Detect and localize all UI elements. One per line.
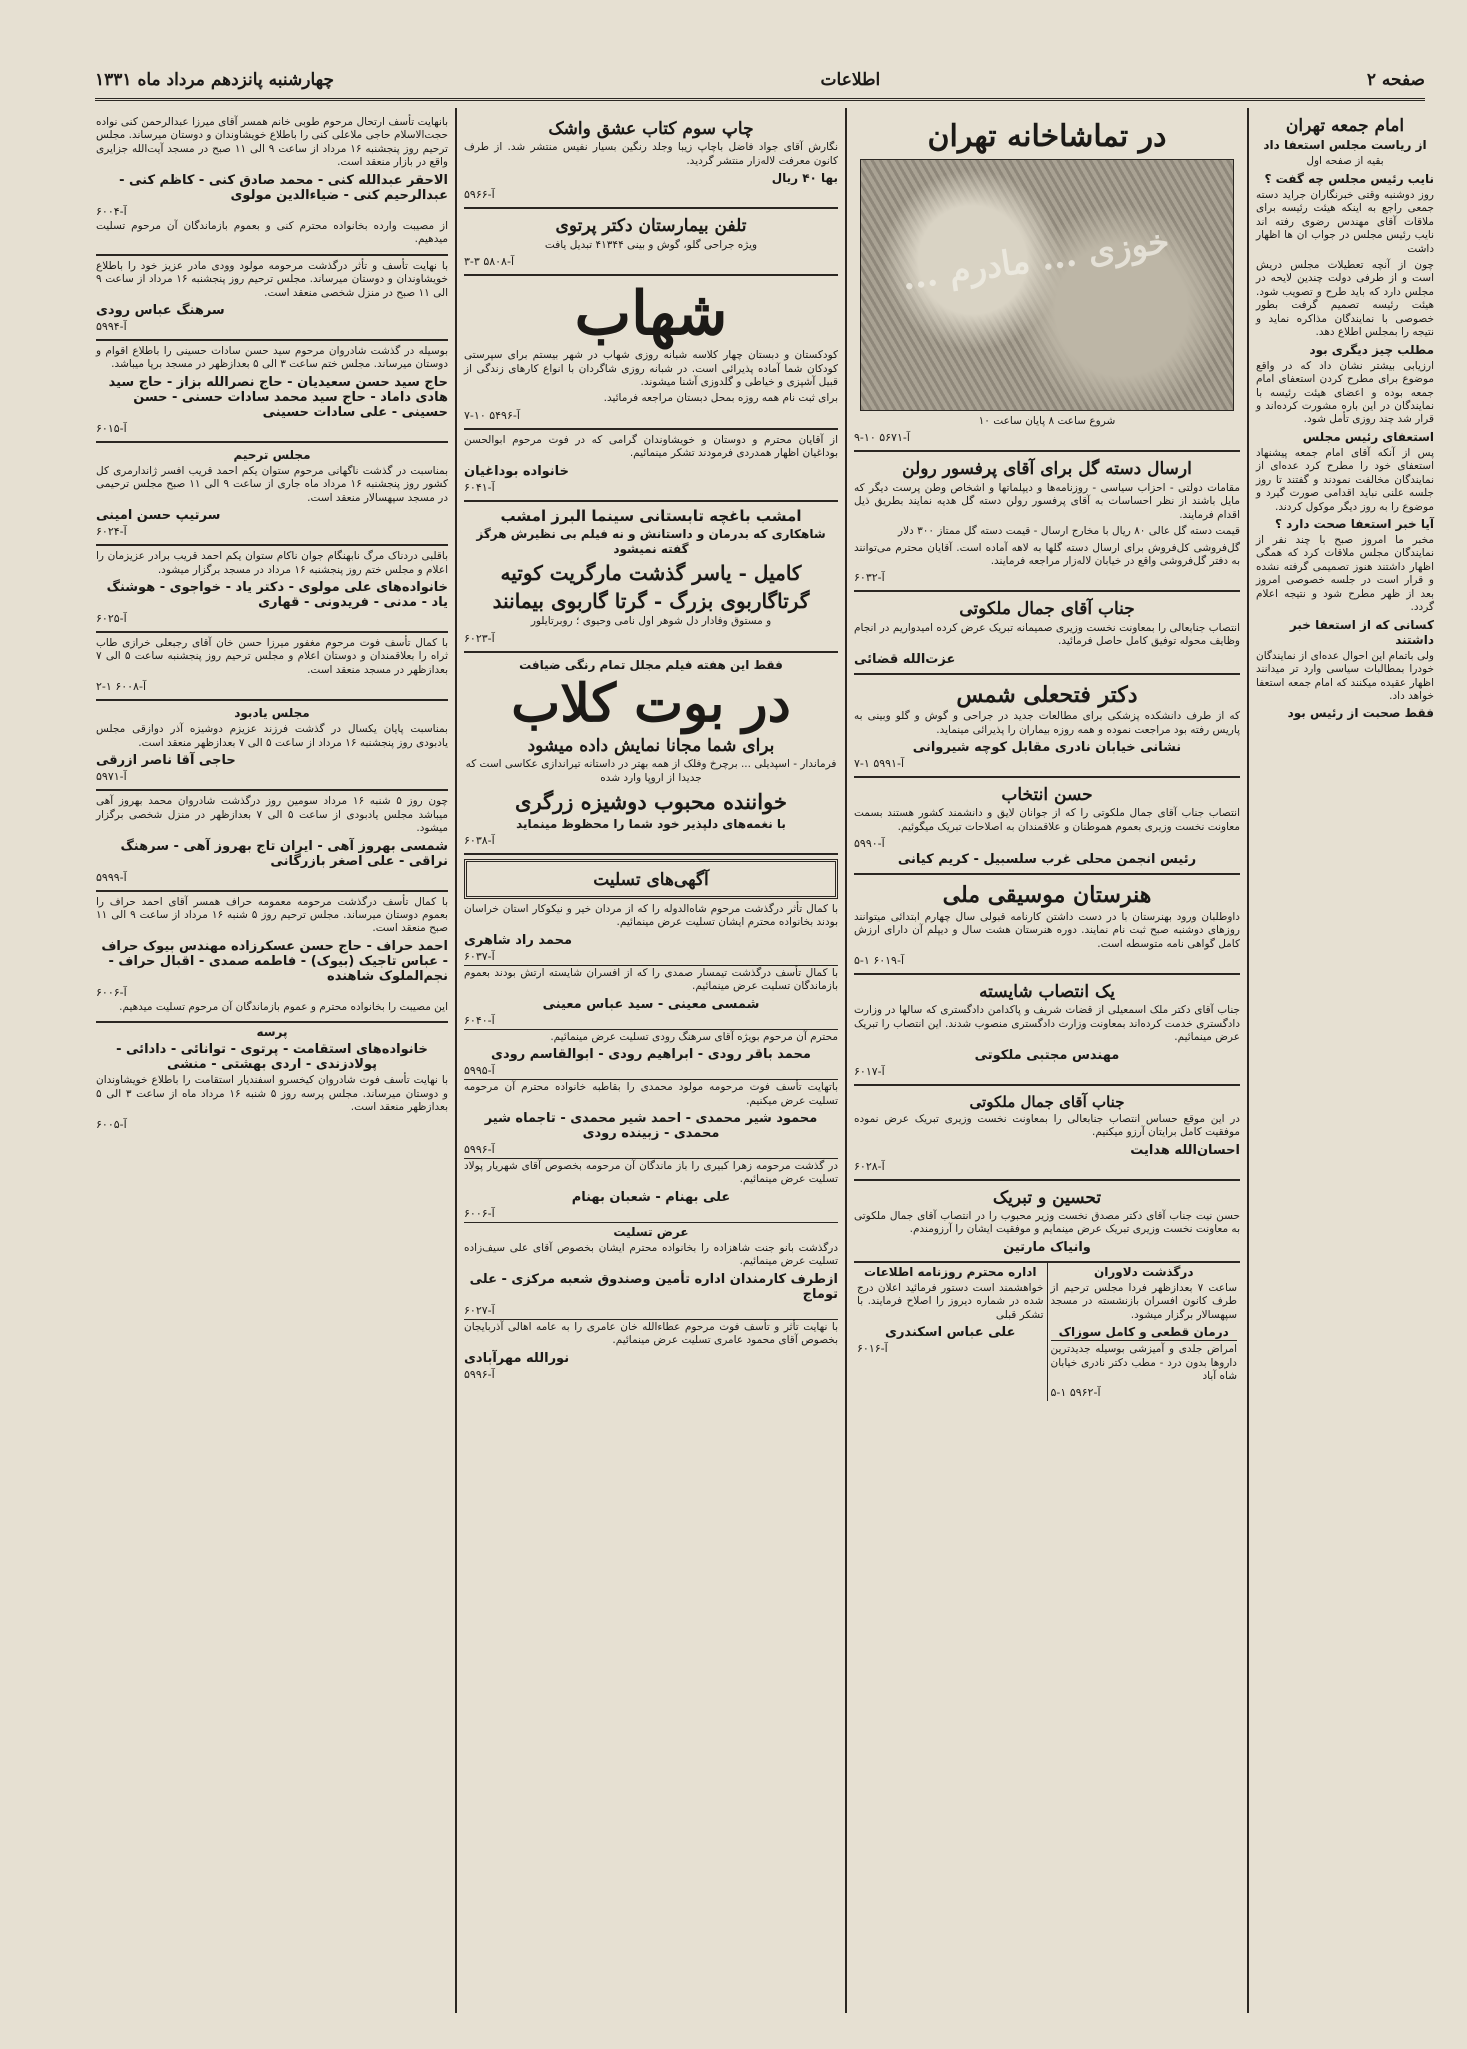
section-heading: مطلب چیز دیگری بود xyxy=(1309,342,1434,357)
ad-text: مقامات دولتی - احزاب سیاسی - روزنامه‌ها و دیپلماتها و اشخاص وطن پرست دیگر که مایل باشند از نظر احساسات به آقای پرفسور رولن دسته گل هدیه نمایند بطریق ذیل اقدام فرمایند. xyxy=(854,481,1240,521)
ad-signature: محمد راد شاهری xyxy=(464,932,572,948)
section-heading: فقط صحبت از رئیس بود xyxy=(1287,706,1434,721)
ad-text: خواهشمند است دستور فرمائید اعلان درج شده در شماره دیروز را اصلاح فرمایند. با تشکر قبلی xyxy=(857,1281,1044,1321)
ad-code: آ-۶۰۰۶ xyxy=(464,1206,495,1220)
condolence-section xyxy=(464,859,838,899)
ad-text: و مستوق وفادار دل شوهر اول نامی وحیوی ؛ روبرتایلور xyxy=(530,615,772,628)
ad-code: آ-۵۹۹۰ xyxy=(854,837,885,851)
ad-code: آ-۵۹۹۶ xyxy=(464,1367,495,1381)
ad-heading: یک انتصاب شایسته xyxy=(979,981,1115,1002)
ad-code: آ-۶۰۱۹ ۱-۵ xyxy=(854,953,904,967)
ad-signature: حاج سید حسن سعیدیان - حاج نصرالله بزاز - حاج سید هادی داماد - حاج سید محمد سادات حسنی - حسن حسینی - علی سادات حسینی xyxy=(108,374,448,420)
ad-heading: درگذشت دلاوران xyxy=(1094,1264,1194,1279)
ad-text: فرماندار - اسپدیلی ... برچرخ وفلک از همه بهتر در داستانه تیراندازی عکاسی است که جدیدا از اروپا وارد شده xyxy=(465,758,837,784)
ad-heading: جناب آقای جمال ملکوتی xyxy=(969,1092,1125,1111)
ad-text: از آقایان محترم و دوستان و خویشاوندان گرامی که در فوت مرحوم ابوالحسن بوداغیان اظهار همدردی فرمودند تشکر مینمائیم. xyxy=(464,433,838,460)
ad-heading: حسن انتخاب xyxy=(1001,784,1093,805)
ad-signature: حاجی آقا ناصر ازرقی xyxy=(96,753,236,769)
ad-signature: خانواده‌های استقامت - پرتوی - توانائی - دادائی - پولادزندی - اردی بهشتی - منشی xyxy=(116,1042,428,1073)
theater-title: در تماشاخانه تهران xyxy=(927,119,1167,154)
ad-code: آ-۶۰۴۰ xyxy=(464,1013,495,1027)
ad-code: آ-۵۹۹۶ xyxy=(464,1143,495,1156)
ad-heading: تحسین و تبریک xyxy=(992,1187,1102,1208)
page-number: صفحه ۲ xyxy=(1366,70,1425,90)
ad-signature: سرهنگ عباس رودی xyxy=(96,302,225,318)
ad-code: آ-۶۰۲۳ xyxy=(464,631,495,645)
theater-photo xyxy=(860,159,1234,411)
section-heading: مجلس ترحیم xyxy=(233,447,311,462)
column-rule xyxy=(845,108,847,2013)
ad-heading: دکتر فتحعلی شمس xyxy=(956,681,1138,708)
ad-text: درگذشت بانو جنت شاهزاده را بخانواده محترم ایشان بخصوص آقای علی سیف‌زاده تسلیت عرض مینمائیم. xyxy=(464,1241,838,1268)
ad-heading: اداره محترم روزنامه اطلاعات xyxy=(864,1264,1037,1279)
club-title: در بوت کلاب xyxy=(511,672,791,734)
paper-name: اطلاعات xyxy=(820,70,881,90)
section-heading: نایب رئیس مجلس چه گفت ؟ xyxy=(1264,171,1434,186)
article-text: ارزیابی بیشتر نشان داد که در واقع موضوع برای مطرح کردن استعفای امام جمعه بوده و اعضای هیئت رئیسه با نمایندگان در این باره مشورت کرده‌اند و قرار شد چند روزی تأمل شود. xyxy=(1256,359,1434,426)
masthead xyxy=(95,62,1425,101)
section-heading: استعفای رئیس مجلس xyxy=(1302,429,1434,444)
article-text: ولی باتمام این احوال عده‌ای از نمایندگان خودرا بمطالبات سیاسی وارد تر میدانند اظهار عقیده میکنند که امام جمعه استعفا خواهد داد. xyxy=(1256,649,1434,702)
show-times: شروع ساعت ۸ پایان ساعت ۱۰ xyxy=(978,415,1116,427)
ad-code: آ-۶۰۴۱ xyxy=(464,480,495,494)
issue-date: چهارشنبه پانزدهم مرداد ماه ۱۳۳۱ xyxy=(95,70,334,90)
ad-text: با کمال تأسف درگذشت تیمسار صمدی را که از افسران شایسته ارتش بودند بعموم بازماندگان تسلیت عرض مینمائیم. xyxy=(464,966,838,993)
ad-code: آ-۵۴۹۶ ۱۰-۷ xyxy=(464,408,520,422)
singer-name: خواننده محبوب دوشیزه زرگری xyxy=(515,789,787,815)
ad-code: آ-۵۹۶۲ ۱-۵ xyxy=(1050,1386,1101,1400)
shahab-logo: شهاب xyxy=(574,279,728,350)
ad-text: از مصیبت وارده بخانواده محترم کنی و بعموم بازماندگان آن مرحوم تسلیت میدهیم. xyxy=(96,219,448,246)
ad-text: ساعت ۷ بعدازظهر فردا مجلس ترحیم از طرف کانون افسران بازنشسته در مسجد سپهسالار برگزار میشود. xyxy=(1050,1281,1237,1321)
ad-code: آ-۶۰۲۸ xyxy=(854,1159,885,1173)
ad-text: انتصاب جنابعالی را بمعاونت نخست وزیری صمیمانه تبریک عرض کرده امیدواریم در انجام وظایف محوله توفیق کامل حاصل فرمائید. xyxy=(854,621,1240,648)
ad-text: بمناسبت پایان یکسال در گذشت فرزند عزیزم دوشیزه آذر دوازقی مجلس یادبودی روز پنجشنبه ۱۶ مرداد از ساعت ۵ الی ۷ بعدازظهر منعقد است. xyxy=(96,723,448,749)
ad-signature: ازطرف کارمندان اداره تأمین وصندوق شعبه مرکزی - علی توماج xyxy=(469,1271,838,1302)
ad-signature: محمود شیر محمدی - احمد شیر محمدی - تاجماه شیر محمدی - زبینده رودی xyxy=(484,1111,818,1141)
ad-heading: چاپ سوم کتاب عشق واشک xyxy=(548,119,754,139)
article-subtitle: از ریاست مجلس استعفا داد xyxy=(1263,138,1427,153)
column-rule xyxy=(1247,108,1249,2013)
section-heading: آیا خبر استعفا صحت دارد ؟ xyxy=(1275,517,1434,532)
article-title: امام جمعه تهران xyxy=(1285,116,1405,136)
ad-text: محترم آن مرحوم بویژه آقای سرهنگ رودی تسلیت عرض مینمائیم. xyxy=(550,1030,838,1043)
ad-code: آ-۶۰۰۸ ۱-۲ xyxy=(96,680,146,694)
ad-text: کودکستان و دبستان چهار کلاسه شبانه روزی شهاب در شهر بیستم برای سپرستی کودکان شما آماده پذیرائی است. در شبانه روزی شاگردان با انواع کارهای زندگی از قبیل آشپزی و خیاطی و گلدوزی آشنا میشوند. xyxy=(464,349,838,388)
ad-code: آ-۶۰۲۷ xyxy=(464,1303,495,1317)
ad-signature: محمد باقر رودی - ابراهیم رودی - ابوالقاسم رودی xyxy=(491,1047,811,1063)
ad-text: با نغمه‌های دلپذیر خود شما را محظوظ مینماید xyxy=(516,816,786,831)
ad-signature: نورالله مهرآبادی xyxy=(464,1350,570,1366)
ad-address: نشانی خیابان نادری مقابل کوچه شیروانی xyxy=(912,739,1182,755)
section-heading: کسانی که از استعفا خبر داشتند xyxy=(1289,617,1434,647)
ad-text: بانهایت تأسف ارتحال مرحوم طوبی خانم همسر آقای میرزا عبدالرحمن کنی نواده حجت‌الاسلام حاجی ملاعلی کنی را باطلاع خویشاوندان و دوستان میرساند. مجلس ترحیم روز پنجشنبه ۱۶ مرداد از ساعت ۹ الی ۱۱ صبح در مسجد آیت‌الله جزایری واقع در بازار منعقد است. xyxy=(96,116,448,169)
photo-overlay-text: خوزی ... مادرم ... xyxy=(899,221,1172,299)
film-note: فقط این هفته فیلم مجلل تمام رنگی ضیافت xyxy=(519,657,783,672)
column-ads-cinema xyxy=(458,108,844,2018)
cinema-header: امشب باغچه تابستانی سینما البرز امشب xyxy=(500,506,802,525)
ad-code: آ-۵۹۷۱ xyxy=(96,770,127,784)
ad-text: با نهایت تأسف و تأثر درگذشت مرحومه مولود وودی مادر عزیز خود را باطلاع خویشاوندان و دوستان میرساند. مجلس ترحیم روز پنجشنبه ۱۶ مرداد از ساعت ۹ الی ۱۱ صبح در منزل شخصی منعقد است. xyxy=(96,259,448,299)
ad-signature: خانواده بوداغیان xyxy=(464,463,569,479)
ad-code: آ-۶۰۰۵ xyxy=(96,1117,127,1131)
ad-heading: تلفن بیمارستان دکتر پرتوی xyxy=(555,216,747,237)
ad-code: آ-۵۹۶۶ xyxy=(464,188,495,202)
ad-code: آ-۵۹۹۱ ۱-۷ xyxy=(854,756,904,770)
ad-text: باتهایت تأسف فوت مرحومه مولود محمدی را بقاطبه خانواده محترم آن مرحومه تسلیت عرض میکنیم. xyxy=(464,1081,838,1107)
article-text: روز دوشنبه وقتی خبرنگاران جراید دسته جمعی راجع به اینکه هیئت رئیسه برای ملاقات آقای مهندس رضوی رفته اند نایب رئیس مجلس در جواب ان ها اظهار داشت xyxy=(1256,188,1434,255)
ad-text: داوطلبان ورود بهنرستان با در دست داشتن کارنامه قبولی سال چهارم ابتدائی میتوانند روزهای دوشنبه صبح ثبت نام نمایند. دوره هنرستان هشت سال و دیپلم آن دارای ارزش کامل گواهی نامه متوسطه است. xyxy=(854,910,1240,950)
ad-code: آ-۶۰۱۵ xyxy=(96,421,127,435)
ad-text: این مصیبت را بخانواده محترم و عموم بازماندگان آن مرحوم تسلیت میدهیم. xyxy=(119,1000,448,1013)
ad-text: نگارش آقای جواد فاضل باچاپ زیبا وجلد رنگین بسیار نفیس منتشر شد. از طرف کانون معرفت لاله‌زار منتشر گردید. xyxy=(464,141,838,167)
ad-text: امراض جلدی و آمیزشی بوسیله جدیدترین داروها بدون درد - مطب دکتر نادری خیابان شاه آباد xyxy=(1050,1343,1237,1382)
ad-text: جناب آقای دکتر ملک اسمعیلی از قضات شریف و پاکدامن دادگستری که سالها در وزارت دادگستری خدمت کرده‌اند بمعاونت وزارت دادگستری منصوب شدند. این انتصاب را تبریک عرض مینمائیم. xyxy=(854,1004,1240,1044)
article-text: پس از آنکه آقای امام جمعه پیشنهاد استعفای خود را مطرح کرد عده‌ای از نمایندگان مخالفت نمودند و گفتند تا روز جلسه علنی نباید اقدامی صورت گیرد و موضوع را به روز دیگر موکول کردند. xyxy=(1256,446,1434,513)
ad-text: با نهایت تأثر و تأسف فوت مرحوم عطاءالله خان عامری را به عامه اهالی آذربایجان بخصوص آقای محمود عامری تسلیت عرض مینمائیم. xyxy=(464,1320,838,1347)
ad-text: با نهایت تأسف فوت شادروان کیخسرو اسفندیار استقامت را باطلاع خویشاوندان و دوستان میرساند. مجلس پرسه روز ۵ شنبه ۱۶ مرداد ماه از ساعت ۳ الی ۵ بعدازظهر منعقد است. xyxy=(96,1074,448,1114)
ad-text: قیمت دسته گل عالی ۸۰ ریال با مخارج ارسال - قیمت دسته گل ممتاز ۳۰۰ دلار xyxy=(898,525,1240,538)
ad-code: آ-۵۹۹۴ xyxy=(96,319,127,333)
ad-code: آ-۶۰۳۲ xyxy=(854,571,885,585)
ad-box-left xyxy=(854,1263,1048,1402)
ad-signature: مهندس مجتبی ملکوتی xyxy=(974,1047,1120,1063)
ad-code: آ-۶۰۳۷ xyxy=(464,949,495,963)
ad-price: بها ۴۰ ریال xyxy=(771,171,838,186)
film-title: کامیل - یاسر گذشت مارگریت کوتیه xyxy=(500,561,802,586)
ad-code: آ-۶۰۲۵ xyxy=(96,612,127,625)
ad-signature: وانیاک مارتین xyxy=(1003,1239,1091,1255)
section-heading: پرسه xyxy=(256,1025,288,1040)
ad-signature: احسان‌الله هدایت xyxy=(1130,1142,1240,1158)
ad-signature: علی عباس اسکندری xyxy=(885,1325,1016,1341)
article-text: مخبر ما امروز صبح با چند نفر از نمایندگان مجلس ملاقات کرد که همگی اظهار داشتند هنوز تصمیمی گرفته نشده و قرار است در جلسه خصوصی امروز بعد از ظهر مطرح شود و نتیجه اعلام گردد. xyxy=(1256,534,1434,614)
ad-text: باقلبی دردناک مرگ نابهنگام جوان ناکام ستوان یکم احمد قریب برادر عزیزمان را اعلام و مجلس ختم روز پنجشنبه ۱۶ مرداد در مسجد برگزار میشود. xyxy=(96,550,448,576)
column-rule xyxy=(455,108,457,2013)
section-heading: آگهی‌های تسلیت xyxy=(593,869,709,890)
ad-signature: شمسی معینی - سید عباس معینی xyxy=(542,996,760,1012)
ad-text: در گذشت مرحومه زهرا کبیری را باز ماندگان آن مرحومه بخصوص آقای شهریار پولاد تسلیت عرض مینمائیم. xyxy=(464,1160,838,1186)
film-tagline: شاهکاری که بدرمان و داستانش و نه فیلم بی نظیرش هرگز گفته نمیشود xyxy=(476,527,826,557)
ad-code: آ-۶۰۱۶ xyxy=(857,1342,888,1356)
ad-signature: احمد حراف - حاج حسن عسکرزاده مهندس بیوک حراف - عباس تاجیک (بیوک) - فاطمه صمدی - اقبال حراف - نجم‌الملوک شاهنده xyxy=(101,938,448,984)
ad-code: آ-۵۹۹۵ xyxy=(464,1064,495,1078)
ad-heading: ارسال دسته گل برای آقای پرفسور رولن xyxy=(902,459,1192,480)
article-text: چون از آنچه تعطیلات مجلس دریش است و از طرفی دولت چندین لایحه در مجلس دارد که باید طرح و تصویب شود. هیئت رئیسه تصمیم گرفت بطور خصوصی با نمایندگان مذاکره نماید و نتیجه را بمجلس اطلاع دهد. xyxy=(1256,259,1434,339)
ad-text: حسن نیت جناب آقای دکتر مصدق نخست وزیر محبوب را در انتصاب آقای جمال ملکوتی به معاونت نخست وزیری تبریک عرض مینمایم و موفقیت ایشان را آرزومندم. xyxy=(854,1209,1240,1236)
ad-text: برای ثبت نام همه روزه بمحل دبستان مراجعه فرمائید. xyxy=(603,392,838,405)
ad-text: چون روز ۵ شنبه ۱۶ مرداد سومین روز درگذشت شادروان محمد بهروز آهی میباشد مجلس یادبودی از ساعت ۵ الی ۷ بعدازظهر در منزل شخصی برگزار میشود. xyxy=(96,795,449,835)
ad-signature: عزت‌الله قضائی xyxy=(854,651,956,667)
ad-code: آ-۵۶۷۱ ۱۰-۹ xyxy=(854,431,910,445)
film-star: گرتاگاربوی بزرگ - گرتا گاربوی بیمانند xyxy=(492,589,810,614)
section-heading: عرض تسلیت xyxy=(613,1224,689,1239)
free-show: برای شما مجانا نمایش داده میشود xyxy=(527,736,775,757)
ad-box-right xyxy=(1048,1263,1241,1402)
section-heading: مجلس یادبود xyxy=(234,706,310,721)
ad-code: آ-۶۰۲۴ xyxy=(96,525,127,539)
ad-code: آ-۶۰۰۴ xyxy=(96,204,127,218)
ad-text: در این موقع حساس انتصاب جنابعالی را بمعاونت نخست وزیری تبریک عرض نموده موفقیت کامل برایتان آرزو میکنیم. xyxy=(854,1112,1240,1139)
ad-code: آ-۵۸۰۸ ۳-۳ xyxy=(464,255,514,269)
ad-code: آ-۵۹۹۹ xyxy=(96,870,127,884)
ad-text: با کمال تأسف درگذشت مرحومه معمومه حراف همسر آقای احمد حراف را بعموم دوستان میرساند. مجلس ترحیم روز ۵ شنبه ۱۶ مرداد از ساعت ۹ الی ۱۱ صبح منعقد است. xyxy=(96,895,448,935)
ad-text: بوسیله در گذشت شادروان مرحوم سید حسن سادات حسینی را باطلاع اقوام و دوستان میرساند. مجلس ختم ساعت ۳ الی ۵ بعدازظهر در مسجد برپا میباشد. xyxy=(96,344,448,371)
ad-text: بمناسبت در گذشت ناگهانی مرحوم ستوان یکم احمد قریب افسر ژاندارمری کل کشور روز پنجشنبه ۱۶ مرداد ماه جاری از ساعت ۹ الی ۱۱ صبح مجلس ترحیمی در مسجد سپهسالار منعقد است. xyxy=(96,464,449,504)
ad-signature: شمسی بهروز آهی - ایران تاج بهروز آهی - سرهنگ نراقی - علی اصغر بازرگانی xyxy=(120,838,448,869)
ad-text: با کمال تأسف فوت مرحوم مغفور میرزا حسن خان آقای رجبعلی خرازی طاب ثراه را بعلاقمندان و دوستان اعلام و مجلس ترحیم روز پنجشنبه ساعت ۵ الی ۷ بعدازظهر در مسجد منعقد است. xyxy=(96,637,448,676)
ad-text: با کمال تأثر درگذشت مرحوم شاه‌الدوله را که از مردان خیر و نیکوکار استان خراسان بودند بخانواده محترم ایشان تسلیت عرض مینمائیم. xyxy=(464,902,838,929)
ad-signature: علی بهنام - شعبان بهنام xyxy=(571,1189,731,1205)
ad-text: ویژه جراحی گلو، گوش و بینی ۴۱۳۴۴ تبدیل یافت xyxy=(544,238,758,251)
ad-heading: درمان قطعی و کامل سوزاک xyxy=(1051,1325,1238,1341)
column-obituaries xyxy=(90,108,454,2018)
ad-text: گل‌فروشی کل‌فروش برای ارسال دسته گلها به لاهه آماده است. آقایان محترم می‌توانند به دفتر گل‌فروشی واقع در خیابان لاله‌زار مراجعه فرمایند. xyxy=(854,541,1240,568)
article-note: بقیه از صفحه اول xyxy=(1306,155,1384,168)
ad-signature: خانواده‌های علی مولوی - دکتر یاد - خواجوی - هوشنگ یاد - مدنی - فریدونی - قهاری xyxy=(106,580,448,610)
ad-signature: الاحقر عبدالله کنی - محمد صادق کنی - کاظم کنی - عبدالرحیم کنی - ضیاء‌الدین مولوی xyxy=(119,172,448,203)
ad-signature: سرتیپ حسن امینی xyxy=(96,508,221,524)
ad-text: انتصاب جناب آقای جمال ملکوتی را که از جوانان لایق و دانشمند کشور هستند بسمت معاونت نخست وزیری بعموم هموطنان و علاقمندان به اصلاحات تبریک میگوئیم. xyxy=(854,807,1240,833)
ad-heading: جناب آقای جمال ملکوتی xyxy=(959,599,1135,620)
ad-code: آ-۶۰۱۷ xyxy=(854,1064,885,1078)
ad-code: آ-۶۰۳۸ xyxy=(464,833,495,847)
ad-heading: هنرستان موسیقی ملی xyxy=(942,882,1152,909)
ad-code: آ-۶۰۰۶ xyxy=(96,985,127,999)
column-theater-ads xyxy=(848,108,1246,2018)
column-imam-jomeh xyxy=(1250,108,1440,2018)
ad-signature: رئیس انجمن محلی غرب سلسبیل - کریم کیانی xyxy=(897,852,1197,868)
ad-text: که از طرف دانشکده پزشکی برای مطالعات جدید در جراحی و گوش و گلو وبینی به پاریس رفته بود مراجعت نموده و همه روزه بیماران را پذیرائی مینماید. xyxy=(854,710,1240,736)
